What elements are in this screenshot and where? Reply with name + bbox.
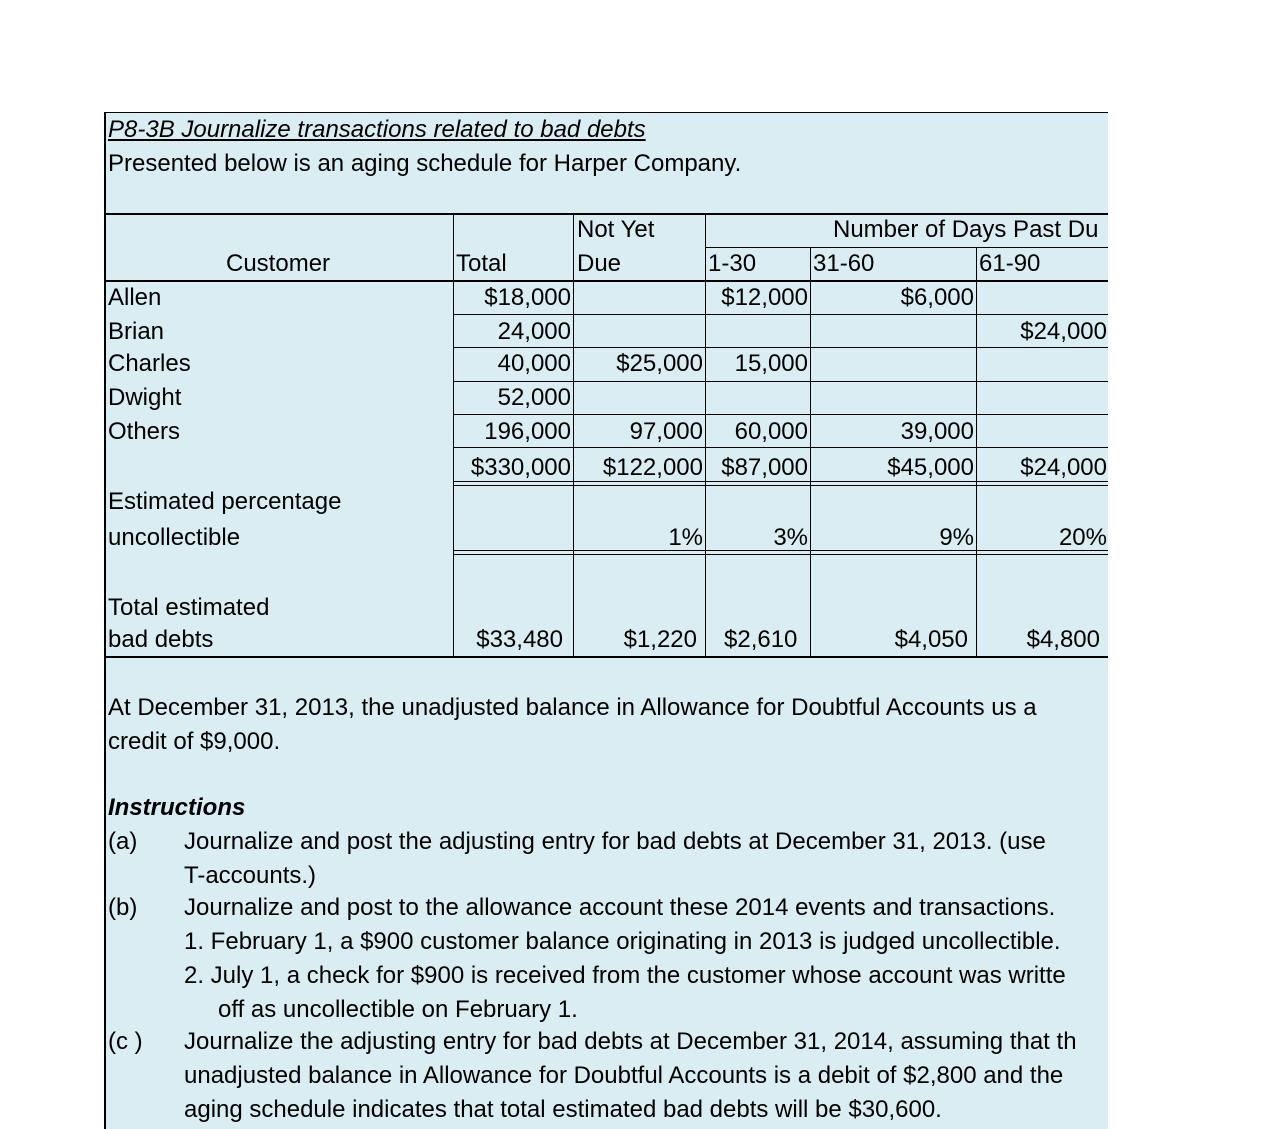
customer-dwight: Dwight: [108, 384, 182, 411]
cell-1-30: $12,000: [721, 284, 808, 311]
grand-total: $330,000: [470, 454, 571, 481]
table-bottom-border: [106, 656, 1108, 658]
balance-text-line2: credit of $9,000.: [108, 728, 281, 755]
customer-brian: Brian: [108, 318, 165, 345]
total-not-yet: $122,000: [602, 454, 703, 481]
cell-total: 24,000: [497, 318, 571, 345]
est-31-60: $4,050: [894, 626, 968, 653]
est-61-90: $4,800: [1026, 626, 1100, 653]
customer-others: Others: [108, 418, 181, 445]
instruction-b-item1: 1. February 1, a $900 customer balance originating in 2013 is judged uncollectible.: [184, 928, 1061, 955]
pct-label-line1: Estimated percentage: [108, 488, 342, 515]
est-label-line2: bad debts: [108, 626, 214, 653]
balance-text-line1: At December 31, 2013, the unadjusted balance in Allowance for Doubtful Accounts us a: [108, 694, 1037, 721]
pct-not-yet: 1%: [668, 524, 703, 551]
instruction-a-line1: Journalize and post the adjusting entry for bad debts at December 31, 2013. (use: [184, 828, 1046, 855]
cell-1-30: 15,000: [734, 350, 808, 377]
header-not-yet: Not Yet: [577, 216, 655, 243]
instruction-c-label: (c ): [108, 1028, 143, 1055]
pct-1-30: 3%: [773, 524, 808, 551]
est-1-30: $2,610: [724, 626, 798, 653]
header-days-past-due: Number of Days Past Du: [833, 216, 1099, 243]
cell-total: 40,000: [497, 350, 571, 377]
problem-title: P8-3B Journalize transactions related to bad debts: [108, 116, 646, 143]
instruction-b-label: (b): [108, 894, 138, 921]
pct-61-90: 20%: [1058, 524, 1107, 551]
total-1-30: $87,000: [721, 454, 808, 481]
row-border: [453, 414, 1108, 415]
total-61-90: $24,000: [1020, 454, 1107, 481]
cell-not-yet: 97,000: [629, 418, 703, 445]
header-bottom-border: [106, 280, 1108, 282]
total-31-60: $45,000: [887, 454, 974, 481]
cell-total: $18,000: [484, 284, 571, 311]
row-border: [453, 314, 1108, 315]
spreadsheet-sheet: [104, 112, 1108, 1129]
customer-charles: Charles: [108, 350, 191, 377]
days-header-underline: [706, 247, 1108, 248]
row-border: [453, 347, 1108, 348]
header-total: Total: [456, 250, 507, 277]
pct-31-60: 9%: [939, 524, 974, 551]
row-border: [453, 447, 1108, 448]
est-not-yet: $1,220: [623, 626, 697, 653]
cell-1-30: 60,000: [734, 418, 808, 445]
cell-61-90: $24,000: [1020, 318, 1107, 345]
customer-allen: Allen: [108, 284, 162, 311]
cell-31-60: 39,000: [900, 418, 974, 445]
instruction-b-line1: Journalize and post to the allowance account these 2014 events and transactions.: [184, 894, 1056, 921]
instruction-c-line3: aging schedule indicates that total estimated bad debts will be $30,600.: [184, 1096, 942, 1123]
est-label-line1: Total estimated: [108, 594, 270, 621]
row-border: [453, 381, 1108, 382]
header-due: Due: [577, 250, 622, 277]
instruction-b-item2-cont: off as uncollectible on February 1.: [218, 996, 578, 1023]
cell-not-yet: $25,000: [616, 350, 703, 377]
problem-subtitle: Presented below is an aging schedule for Harper Company.: [108, 150, 742, 177]
cell-total: 196,000: [484, 418, 571, 445]
header-1-30: 1-30: [708, 250, 757, 277]
instruction-c-line2: unadjusted balance in Allowance for Doubtful Accounts is a debit of $2,800 and the: [184, 1062, 1064, 1089]
header-customer: Customer: [226, 250, 331, 277]
header-31-60: 31-60: [813, 250, 875, 277]
header-61-90: 61-90: [979, 250, 1041, 277]
instruction-b-item2: 2. July 1, a check for $900 is received from the customer whose account was writte: [184, 962, 1066, 989]
instructions-heading: Instructions: [108, 794, 246, 821]
cell-total: 52,000: [497, 384, 571, 411]
instruction-c-line1: Journalize the adjusting entry for bad debts at December 31, 2014, assuming that th: [184, 1028, 1077, 1055]
instruction-a-line2: T-accounts.): [184, 862, 317, 889]
pct-label-line2: uncollectible: [108, 524, 241, 551]
est-total: $33,480: [476, 626, 563, 653]
instruction-a-label: (a): [108, 828, 138, 855]
cell-31-60: $6,000: [900, 284, 974, 311]
col-divider-61-90: [976, 247, 977, 657]
